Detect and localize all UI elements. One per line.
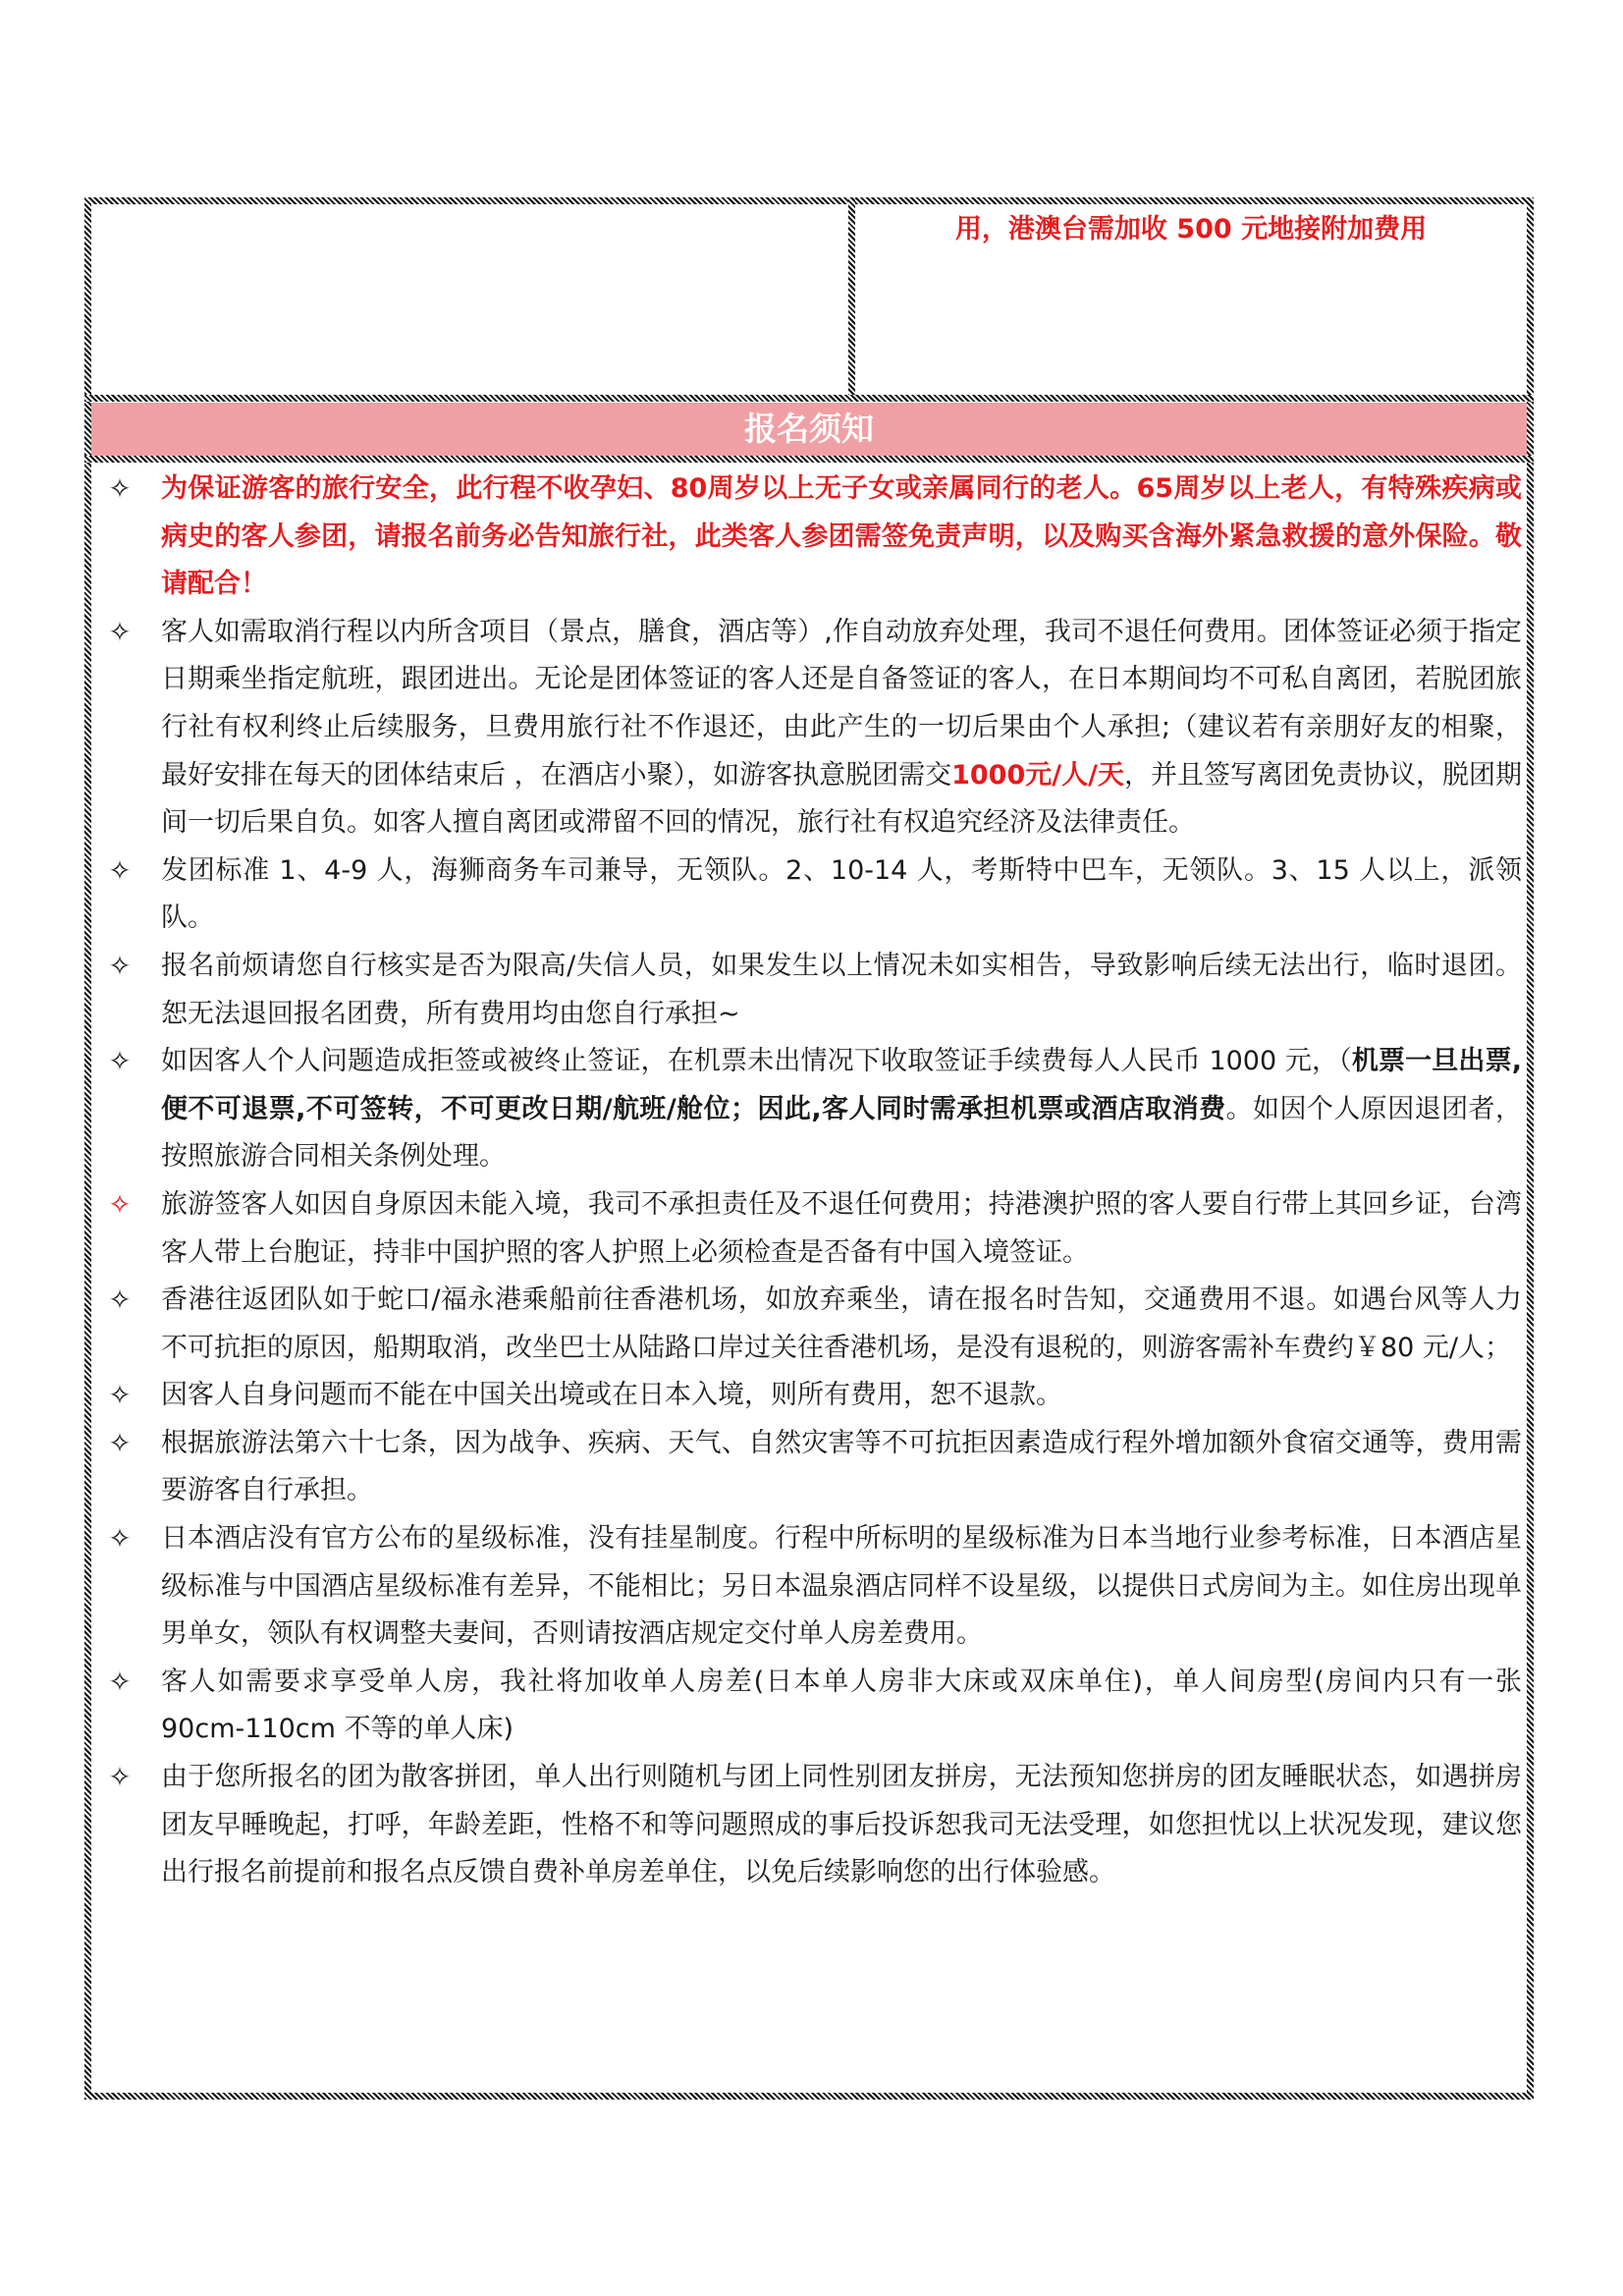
list-item [98, 1659, 1522, 1754]
item-text: 日本酒店没有官方公布的星级标准，没有挂星制度。行程中所标明的星级标准为日本当地行业参考标准，日本酒店星级标准与中国酒店星级标准有差异，不能相比；另日本温泉酒店同样不设星级，以提供日式房间为主。如住房出现单男单女，领队有权调整夫妻间，否则请按酒店规定交付单人房差费用。 [161, 1523, 1522, 1650]
sparkle-bullet-icon: ✧ [108, 1426, 132, 1459]
list-item [98, 1515, 1522, 1659]
item-text: 香港往返团队如于蛇口/福永港乘船前往香港机场，如放弃乘坐，请在报名时告知，交通费用不退。如遇台风等人力不可抗拒的原因，船期取消，改坐巴士从陆路口岸过关往香港机场，是没有退税的，则游客需补车费约￥80 元/人； [161, 1285, 1522, 1363]
item-text-part: 。如因个人原因退团者，按照旅游合同相关条例处理。 [161, 1093, 1522, 1173]
item-text-bold: 机票一旦出票,便不可退票,不可签转，不可更改日期/航班/舱位；因此,客人同时需承担机票或酒店取消费 [161, 1046, 1522, 1124]
item-text-highlight: 1000元/人/天 [951, 759, 1124, 791]
sparkle-bullet-icon: ✧ [108, 615, 132, 648]
sparkle-bullet-icon: ✧ [108, 1665, 132, 1698]
item-text: 报名前烦请您自行核实是否为限高/失信人员，如果发生以上情况未如实相告，导致影响后续无法出行，临时退团。恕无法退回报名团费，所有费用均由您自行承担~ [161, 950, 1522, 1029]
sparkle-bullet-icon: ✧ [108, 472, 132, 505]
section-title: 报名须知 [91, 403, 1527, 456]
list-item [98, 1277, 1522, 1372]
notice-list [98, 465, 1522, 1897]
list-item [98, 1420, 1522, 1515]
list-item [98, 609, 1522, 847]
sparkle-bullet-icon: ✧ [108, 1761, 132, 1794]
item-text-part: 如因客人个人问题造成拒签或被终止签证，在机票未出情况下收取签证手续费每人人民币 1000 元，（ [161, 1046, 1352, 1077]
item-text: 由于您所报名的团为散客拼团，单人出行则随机与团上同性别团友拼房，无法预知您拼房的团友睡眠状态，如遇拼房团友早睡晚起，打呼，年龄差距，性格不和等问题照成的事后投诉恕我司无法受理，如您担忧以上状况发现，建议您出行报名前提前和报名点反馈自费补单房差单住，以免后续影响您的出行体验感。 [161, 1762, 1522, 1888]
list-item [98, 1038, 1522, 1181]
item-text [161, 609, 1522, 847]
sparkle-bullet-icon: ✧ [108, 1187, 132, 1221]
item-text: 因客人自身问题而不能在中国关出境或在日本入境，则所有费用，恕不退款。 [161, 1380, 1062, 1411]
sparkle-bullet-icon: ✧ [108, 949, 132, 982]
list-item [98, 465, 1522, 609]
list-item [98, 847, 1522, 943]
sparkle-bullet-icon: ✧ [108, 853, 132, 887]
list-item [98, 943, 1522, 1038]
sparkle-bullet-icon: ✧ [108, 1379, 132, 1412]
item-text [161, 1038, 1522, 1181]
sparkle-bullet-icon: ✧ [108, 1284, 132, 1317]
header-divider [84, 456, 1534, 463]
item-text-part: 客人如需取消行程以内所含项目（景点，膳食，酒店等）,作自动放弃处理，我司不退任何费用。团体签证必须于指定日期乘坐指定航班，跟团进出。无论是团体签证的客人还是自备签证的客人，在日本期间均不可私自离团，若脱团旅行社有权利终止后续服务，旦费用旅行社不作退还，由此产生的一切后果由个人承担;（建议若有亲朋好友的相聚，最好安排在每天的团体结束后 ，在酒店小聚），如游客执意脱团需交 [161, 616, 1522, 791]
item-text: 旅游签客人如因自身原因未能入境，我司不承担责任及不退任何费用；持港澳护照的客人要自行带上其回乡证，台湾客人带上台胞证，持非中国护照的客人护照上必须检查是否备有中国入境签证。 [161, 1188, 1522, 1268]
top-row-divider [84, 395, 1534, 402]
top-cell-divider [848, 197, 855, 402]
item-text: 根据旅游法第六十七条，因为战争、疾病、天气、自然灾害等不可抗拒因素造成行程外增加额外食宿交通等，费用需要游客自行承担。 [161, 1427, 1522, 1506]
sparkle-bullet-icon: ✧ [108, 1522, 132, 1556]
sparkle-bullet-icon: ✧ [108, 1045, 132, 1078]
item-text-part: ，并且签写离团免责协议，脱团期间一切后果自负。如客人擅自离团或滞留不回的情况，旅行社有权追究经济及法律责任。 [161, 759, 1522, 839]
item-text: 为保证游客的旅行安全，此行程不收孕妇、80周岁以上无子女或亲属同行的老人。65周岁以上老人，有特殊疾病或病史的客人参团，请报名前务必告知旅行社，此类客人参团需签免责声明，以及购买含海外紧急救援的意外保险。敬请配合！ [161, 473, 1522, 600]
item-text: 客人如需要求享受单人房，我社将加收单人房差(日本单人房非大床或双床单住)，单人间房型(房间内只有一张 90cm-110cm 不等的单人床) [161, 1666, 1522, 1745]
list-item [98, 1754, 1522, 1897]
list-item [98, 1372, 1522, 1420]
item-text: 发团标准 1、4-9 人，海狮商务车司兼导，无领队。2、10-14 人，考斯特中巴车，无领队。3、15 人以上，派领队。 [161, 854, 1522, 934]
list-item [98, 1181, 1522, 1277]
top-right-note: 用，港澳台需加收 500 元地接附加费用 [954, 214, 1428, 245]
